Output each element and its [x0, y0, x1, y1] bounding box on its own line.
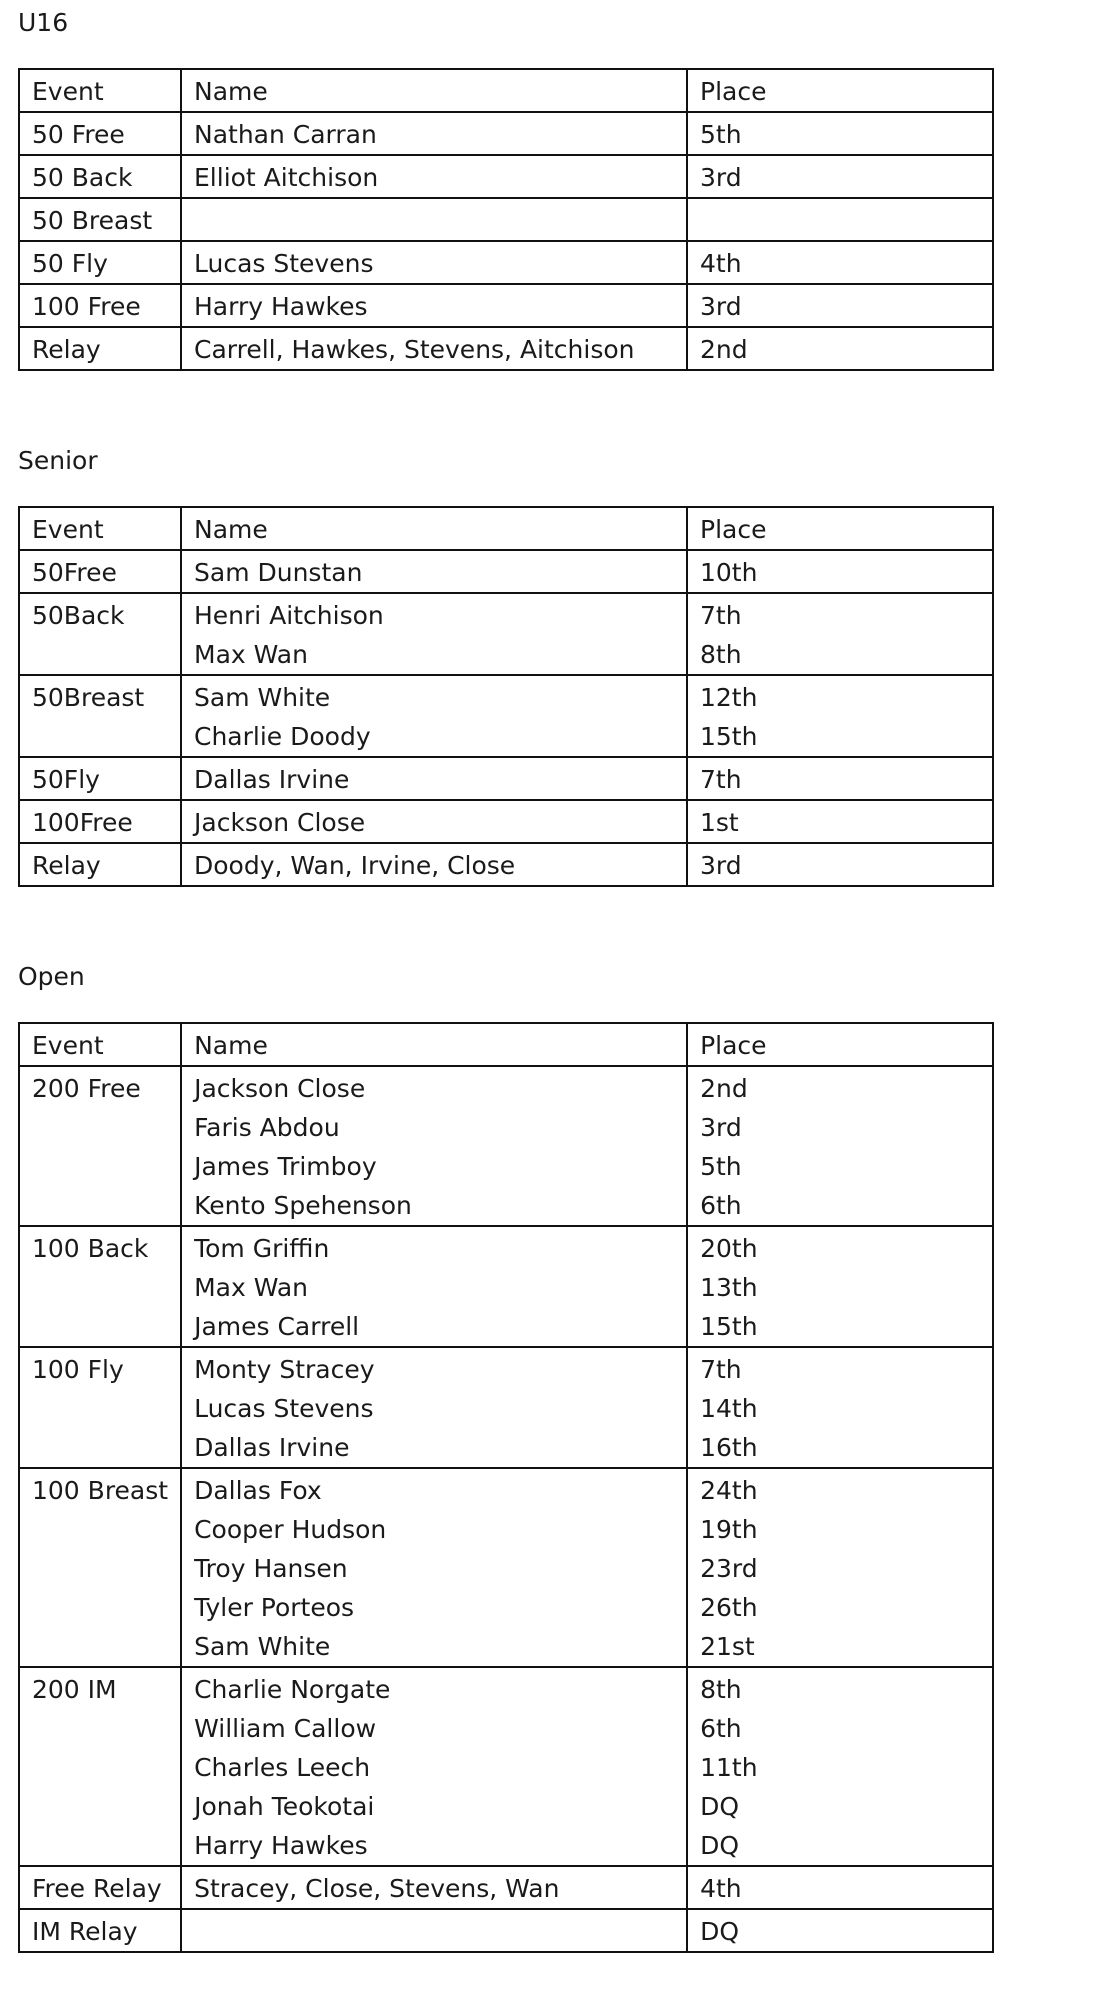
swimmer-name: Tom Griffin [194, 1234, 330, 1263]
swimmer-place: 15th [700, 1312, 758, 1341]
swimmer-place: DQ [700, 1917, 740, 1946]
swimmer-place: 4th [700, 1874, 742, 1903]
name-cell [181, 843, 687, 886]
event-label: 100Free [32, 808, 133, 837]
swimmer-place: 2nd [700, 335, 748, 364]
event-cell [19, 112, 181, 155]
table-header-row [19, 507, 993, 550]
place-cell [687, 1347, 993, 1468]
swimmer-place: DQ [700, 1831, 740, 1860]
place-cell [687, 675, 993, 757]
swimmer-place [700, 201, 980, 240]
table-header-row [19, 1023, 993, 1066]
swimmer-name: James Trimboy [194, 1152, 377, 1181]
swimmer-name: Dallas Irvine [194, 1433, 350, 1462]
swimmer-name: Sam White [194, 1632, 331, 1661]
swimmer-name: Nathan Carran [194, 120, 377, 149]
name-cell [181, 1468, 687, 1667]
swimmer-place: 6th [700, 1714, 742, 1743]
event-label: 100 Back [32, 1234, 149, 1263]
swimmer-name [194, 1912, 674, 1951]
swimmer-name: Charles Leech [194, 1753, 371, 1782]
table-row [19, 800, 993, 843]
swimmer-name: Lucas Stevens [194, 1394, 374, 1423]
place-cell [687, 327, 993, 370]
place-cell [687, 593, 993, 675]
place-cell [687, 1226, 993, 1347]
event-label: 50 Breast [32, 206, 153, 235]
event-cell [19, 327, 181, 370]
swimmer-name: Dallas Fox [194, 1476, 322, 1505]
event-label: 50Breast [32, 683, 145, 712]
swimmer-name: Doody, Wan, Irvine, Close [194, 851, 516, 880]
swimmer-name: Charlie Doody [194, 722, 371, 751]
table-row [19, 241, 993, 284]
event-label: Relay [32, 851, 101, 880]
event-cell [19, 198, 181, 241]
swimmer-place: 26th [700, 1593, 758, 1622]
swimmer-place: 12th [700, 683, 758, 712]
table-row [19, 155, 993, 198]
event-cell [19, 155, 181, 198]
place-cell [687, 241, 993, 284]
swimmer-place: 11th [700, 1753, 758, 1782]
event-label: 50Free [32, 558, 117, 587]
place-cell [687, 112, 993, 155]
event-label: Relay [32, 335, 101, 364]
swimmer-name: Max Wan [194, 640, 308, 669]
event-cell [19, 800, 181, 843]
name-cell [181, 155, 687, 198]
event-cell [19, 241, 181, 284]
event-label: 50 Fly [32, 249, 108, 278]
swimmer-name: Troy Hansen [194, 1554, 348, 1583]
swimmer-name: Jonah Teokotai [194, 1792, 375, 1821]
swimmer-name: Jackson Close [194, 1074, 366, 1103]
swimmer-place: 16th [700, 1433, 758, 1462]
section-title-u16: U16 [18, 8, 69, 37]
swimmer-name [194, 201, 674, 240]
swimmer-place: 1st [700, 808, 739, 837]
place-cell [687, 284, 993, 327]
swimmer-place: 15th [700, 722, 758, 751]
header-cell-name: Name [181, 1023, 687, 1066]
swimmer-place: 21st [700, 1632, 755, 1661]
place-cell [687, 1667, 993, 1866]
table-row [19, 1866, 993, 1909]
swimmer-place: 24th [700, 1476, 758, 1505]
name-cell [181, 1226, 687, 1347]
table-row [19, 284, 993, 327]
swimmer-place: 19th [700, 1515, 758, 1544]
name-cell [181, 1866, 687, 1909]
header-cell-place: Place [687, 507, 993, 550]
swimmer-name: Max Wan [194, 1273, 308, 1302]
name-cell [181, 550, 687, 593]
swimmer-place: 3rd [700, 1113, 742, 1142]
swimmer-place: 14th [700, 1394, 758, 1423]
name-cell [181, 198, 687, 241]
event-label: 100 Fly [32, 1355, 124, 1384]
swimmer-name: Cooper Hudson [194, 1515, 387, 1544]
table-row [19, 1909, 993, 1952]
event-cell [19, 757, 181, 800]
event-cell [19, 1909, 181, 1952]
swimmer-place: 7th [700, 1355, 742, 1384]
header-cell-event: Event [19, 69, 181, 112]
event-label: 200 Free [32, 1074, 141, 1103]
swimmer-name: Harry Hawkes [194, 1831, 368, 1860]
swimmer-name: Dallas Irvine [194, 765, 350, 794]
event-label: 100 Free [32, 292, 141, 321]
name-cell [181, 1347, 687, 1468]
header-cell-place: Place [687, 1023, 993, 1066]
name-cell [181, 112, 687, 155]
swimmer-place: 3rd [700, 292, 742, 321]
event-cell [19, 1066, 181, 1226]
swimmer-name: Stracey, Close, Stevens, Wan [194, 1874, 560, 1903]
swimmer-name: Harry Hawkes [194, 292, 368, 321]
table-row [19, 112, 993, 155]
place-cell [687, 155, 993, 198]
results-table-senior [18, 506, 994, 887]
swimmer-place: 23rd [700, 1554, 758, 1583]
swimmer-place: 7th [700, 765, 742, 794]
results-table-u16 [18, 68, 994, 371]
table-row [19, 675, 993, 757]
swimmer-place: 4th [700, 249, 742, 278]
table-row [19, 1066, 993, 1226]
section-title-open: Open [18, 962, 85, 991]
name-cell [181, 1066, 687, 1226]
place-cell [687, 1909, 993, 1952]
place-cell [687, 1468, 993, 1667]
name-cell [181, 593, 687, 675]
table-row [19, 198, 993, 241]
swimmer-place: 13th [700, 1273, 758, 1302]
swimmer-place: 8th [700, 1675, 742, 1704]
swimmer-place: DQ [700, 1792, 740, 1821]
event-cell [19, 675, 181, 757]
swimmer-place: 8th [700, 640, 742, 669]
event-cell [19, 1468, 181, 1667]
swimmer-name: Faris Abdou [194, 1113, 340, 1142]
table-header-row [19, 69, 993, 112]
header-cell-name: Name [181, 507, 687, 550]
table-row [19, 843, 993, 886]
swimmer-name: Henri Aitchison [194, 601, 384, 630]
swimmer-place: 6th [700, 1191, 742, 1220]
swimmer-name: Sam Dunstan [194, 558, 363, 587]
place-cell [687, 843, 993, 886]
place-cell [687, 1866, 993, 1909]
name-cell [181, 327, 687, 370]
swimmer-place: 5th [700, 120, 742, 149]
swimmer-place: 5th [700, 1152, 742, 1181]
event-cell [19, 1347, 181, 1468]
swimmer-name: Monty Stracey [194, 1355, 375, 1384]
swimmer-name: Elliot Aitchison [194, 163, 379, 192]
swimmer-name: Charlie Norgate [194, 1675, 391, 1704]
swimmer-name: Kento Spehenson [194, 1191, 412, 1220]
table-row [19, 593, 993, 675]
name-cell [181, 757, 687, 800]
swimmer-name: Tyler Porteos [194, 1593, 355, 1622]
swimmer-name: Sam White [194, 683, 331, 712]
name-cell [181, 675, 687, 757]
name-cell [181, 284, 687, 327]
event-label: 200 IM [32, 1675, 117, 1704]
name-cell [181, 1909, 687, 1952]
swimmer-name: Lucas Stevens [194, 249, 374, 278]
table-row [19, 550, 993, 593]
swimmer-name: Jackson Close [194, 808, 366, 837]
table-row [19, 1667, 993, 1866]
header-cell-event: Event [19, 507, 181, 550]
name-cell [181, 1667, 687, 1866]
name-cell [181, 800, 687, 843]
event-cell [19, 1226, 181, 1347]
header-cell-name: Name [181, 69, 687, 112]
swimmer-name: James Carrell [194, 1312, 360, 1341]
table-row [19, 1347, 993, 1468]
swimmer-place: 10th [700, 558, 758, 587]
place-cell [687, 198, 993, 241]
place-cell [687, 550, 993, 593]
swimmer-place: 20th [700, 1234, 758, 1263]
event-cell [19, 1667, 181, 1866]
event-label: IM Relay [32, 1917, 138, 1946]
event-label: Free Relay [32, 1874, 162, 1903]
place-cell [687, 757, 993, 800]
swimmer-place: 3rd [700, 163, 742, 192]
event-label: 100 Breast [32, 1476, 169, 1505]
header-cell-event: Event [19, 1023, 181, 1066]
event-label: 50Fly [32, 765, 100, 794]
event-cell [19, 550, 181, 593]
results-table-open [18, 1022, 994, 1953]
swimmer-name: William Callow [194, 1714, 377, 1743]
event-cell [19, 284, 181, 327]
table-row [19, 1226, 993, 1347]
section-title-senior: Senior [18, 446, 98, 475]
table-row [19, 327, 993, 370]
header-cell-place: Place [687, 69, 993, 112]
swimmer-place: 3rd [700, 851, 742, 880]
swimmer-name: Carrell, Hawkes, Stevens, Aitchison [194, 335, 635, 364]
swimmer-place: 7th [700, 601, 742, 630]
place-cell [687, 800, 993, 843]
event-cell [19, 843, 181, 886]
table-row [19, 757, 993, 800]
table-row [19, 1468, 993, 1667]
event-cell [19, 593, 181, 675]
event-label: 50Back [32, 601, 125, 630]
name-cell [181, 241, 687, 284]
place-cell [687, 1066, 993, 1226]
swimmer-place: 2nd [700, 1074, 748, 1103]
event-label: 50 Free [32, 120, 125, 149]
event-label: 50 Back [32, 163, 133, 192]
event-cell [19, 1866, 181, 1909]
